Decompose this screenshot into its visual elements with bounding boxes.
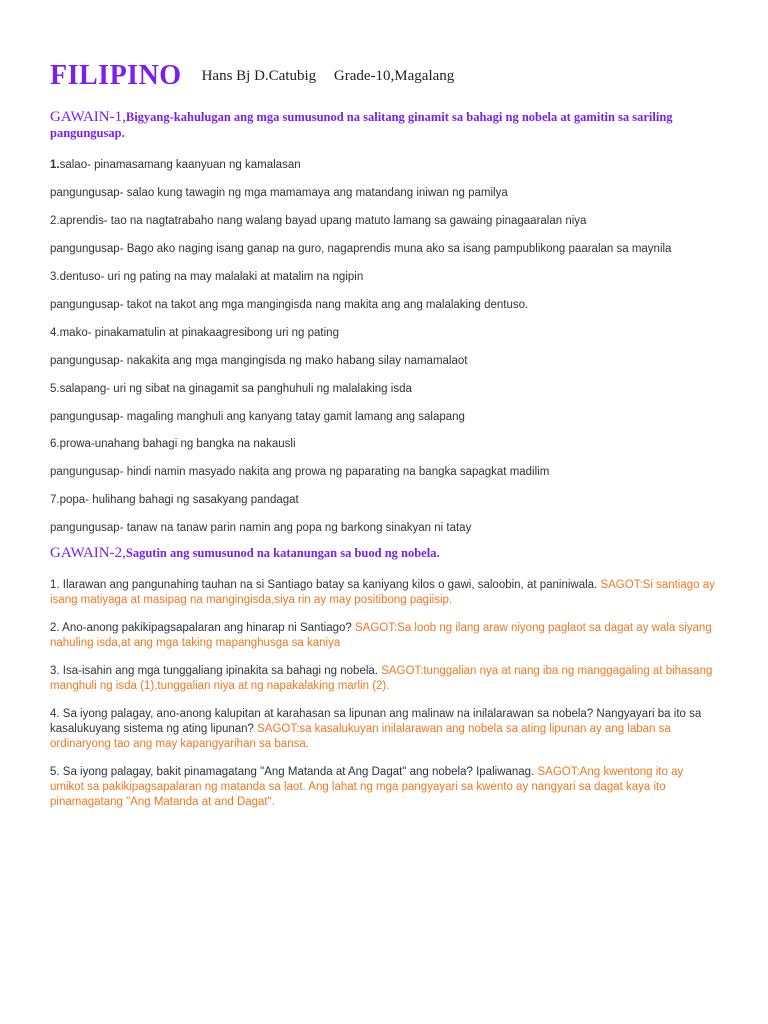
sentence-1: pangungusap- salao kung tawagin ng mga mamamaya ang matandang iniwan ng pamilya (50, 187, 508, 199)
answer-4: SAGOT:sa kasalukuyan inilalarawan ang nobela sa ating lipunan ay ang laban sa (257, 723, 671, 735)
question-1: 1. Ilarawan ang pangunahing tauhan na si Santiago batay sa kaniyang kilos o gawi, saloobin, at paniniwala. SAGOT:Si santiago ay isang matiyaga at masipag na mangingisda,siya rin ay may positibong pagiisip. (50, 579, 715, 606)
term-5: 5.salapang- uri ng sibat na ginagamit sa panghuhuli ng malalaking isda (50, 383, 412, 395)
sentence-2: pangungusap- Bago ako naging isang ganap na guro, nagaprendis muna ako sa isang pampublikong paaralan sa maynila (50, 243, 672, 255)
author-name: Hans Bj D.Catubig (201, 68, 317, 84)
grade-section: Grade-10,Magalang (333, 68, 455, 84)
author-info (202, 68, 455, 84)
answer-3: SAGOT:tunggalian nya at nang iba ng manggagaling at bihasang (381, 665, 713, 677)
gawain2-heading (50, 546, 722, 562)
term-6: 6.prowa-unahang bahagi ng bangka na nakausli (50, 438, 296, 450)
term-1: 1.salao- pinamasamang kaanyuan ng kamalasan (50, 159, 301, 171)
term-3: 3.dentuso- uri ng pating na may malalaki at matalim na ngipin (50, 271, 364, 283)
term-2: 2.aprendis- tao na nagtatrabaho nang walang bayad upang matuto lamang sa gawaing pinagaaralan niya (50, 215, 587, 227)
gawain2-title: GAWAIN-2, (50, 545, 126, 561)
term-7: 7.popa- hulihang bahagi ng sasakyang pandagat (50, 494, 299, 506)
sentence-7: pangungusap- tanaw na tanaw parin namin ang popa ng barkong sinakyan ni tatay (50, 522, 472, 534)
page-title: FILIPINO (50, 60, 182, 91)
sentence-4: pangungusap- nakakita ang mga mangingisda ng mako habang silay namamalaot (50, 355, 468, 367)
gawain1-title: GAWAIN-1, (50, 109, 126, 125)
answer-2: SAGOT:Sa loob ng ilang araw niyong paglaot sa dagat ay wala siyang (355, 622, 712, 634)
question-2: 2. Ano-anong pakikipagsapalaran ang hinarap ni Santiago? SAGOT:Sa loob ng ilang araw niyong paglaot sa dagat ay wala siyang nahuling isda,at ang mga taking mapanghusga sa kaniya (50, 622, 712, 649)
question-5: 5. Sa iyong palagay, bakit pinamagatang "Ang Matanda at Ang Dagat" ang nobela? Ipaliwanag. SAGOT:Ang kwentong ito ay umikot sa pakikipagsapalaran ng matanda sa laot. Ang lahat ng mga pangyayari sa kwento ay nangyari sa dagat kaya ito pinamagatang "Ang Matanda at and Dagat". (50, 766, 684, 808)
term-4: 4.mako- pinakamatulin at pinakaagresibong uri ng pating (50, 327, 339, 339)
gawain1-description: Bigyang-kahulugan ang mga sumusunod na salitang ginamit sa bahagi ng nobela at gamitin sa sariling pangungusap (50, 110, 673, 140)
sentence-6: pangungusap- hindi namin masyado nakita ang prowa ng paparating na bangka sapagkat madilim (50, 466, 550, 478)
answer-5: SAGOT:Ang kwentong ito ay (537, 766, 684, 778)
sentence-5: pangungusap- magaling manghuli ang kanyang tatay gamit lamang ang salapang (50, 411, 465, 423)
document-header (50, 60, 454, 92)
question-3: 3. Isa-isahin ang mga tunggaliang ipinakita sa bahagi ng nobela. SAGOT:tunggalian nya at nang iba ng manggagaling at bihasang manghuli ng isda (1),tunggalian niya at ng napakalaking marlin (2). (50, 665, 713, 692)
sentence-3: pangungusap- takot na takot ang mga mangingisda nang makita ang ang malalaking dentuso. (50, 299, 529, 311)
gawain2-description: Sagutin ang sumusunod na katanungan sa buod ng nobela. (125, 546, 440, 560)
question-4: 4. Sa iyong palagay, ano-anong kalupitan at karahasan sa lipunan ang malinaw na inilalarawan sa nobela? Nangyayari ba ito sa kasalukuyang sistema ng ating lipunan? SAGOT:sa kasalukuyan inilalarawan ang nobela sa ating lipunan ay ang laban sa ordinaryong tao ang may kapangyarihan sa bansa. (50, 708, 702, 750)
answer-1: SAGOT:Si santiago ay (600, 579, 715, 591)
gawain1-heading: GAWAIN-1,Bigyang-kahulugan ang mga sumusunod na salitang ginamit sa bahagi ng nobela at gamitin sa sariling pangungusap. (50, 109, 673, 140)
